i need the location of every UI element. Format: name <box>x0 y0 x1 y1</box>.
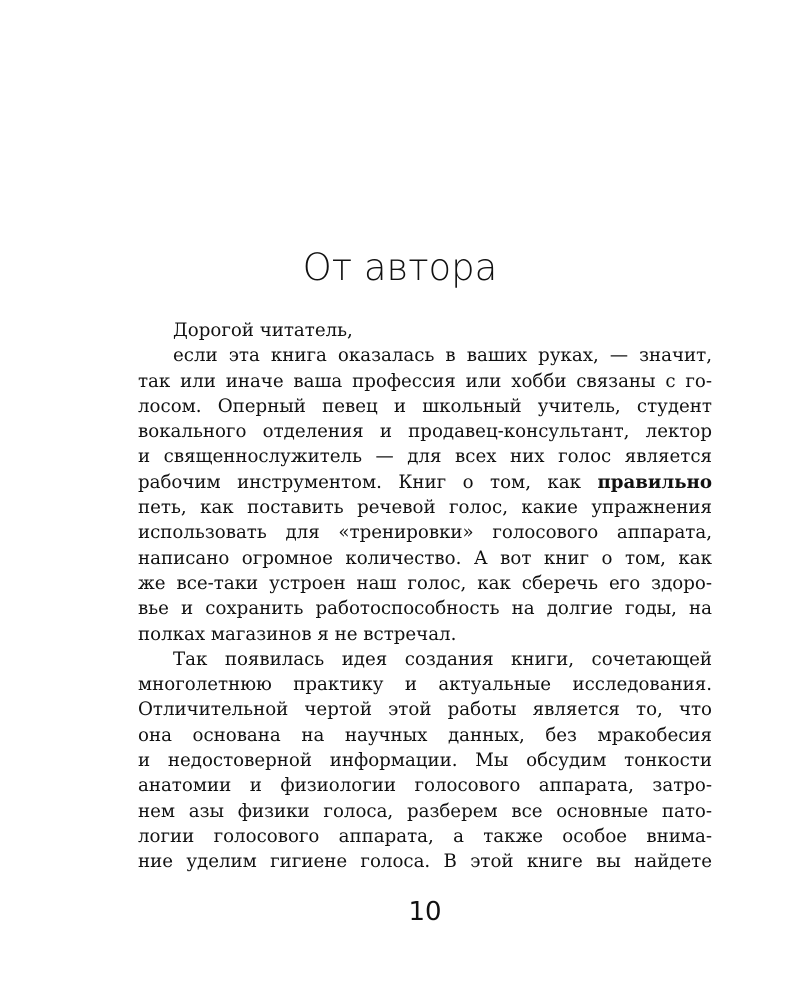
text-line: Отличительной чертой этой работы является то, что <box>138 699 712 721</box>
text-line: логии голосового аппарата, а также особое внима- <box>138 825 712 847</box>
page-number: 10 <box>408 897 442 927</box>
text-line: лосом. Оперный певец и школьный учитель, студент <box>138 395 712 417</box>
text-line: использовать для «тренировки» голосового аппарата, <box>138 522 712 544</box>
emphasized-word: правильно <box>597 471 712 493</box>
text-line: анатомии и физиологии голосового аппарата, затро- <box>138 775 712 797</box>
text-line: нем азы физики голоса, разберем все основные пато- <box>138 800 712 822</box>
chapter-title: От автора <box>302 246 498 289</box>
text-line: Дорогой читатель, <box>173 320 353 341</box>
text-line: и священнослужитель — для всех них голос является <box>138 446 712 468</box>
text-segment: рабочим инструментом. Книг о том, как <box>138 471 598 493</box>
text-line: ние уделим гигиене голоса. В этой книге вы найдете <box>138 851 712 873</box>
text-line: Так появилась идея создания книги, сочетающей <box>173 648 712 670</box>
text-line: полках магазинов я не встречал. <box>138 623 457 645</box>
body-text <box>138 318 712 875</box>
text-line: так или иначе ваша профессия или хобби связаны с го- <box>138 370 712 392</box>
text-line: если эта книга оказалась в ваших руках, — значит, <box>173 345 712 367</box>
text-line: написано огромное количество. А вот книг о том, как <box>138 547 712 569</box>
text-line: же все-таки устроен наш голос, как сберечь его здоро- <box>138 572 712 594</box>
text-line: и недостоверной информации. Мы обсудим тонкости <box>138 750 712 772</box>
text-line: вье и сохранить работоспособность на долгие годы, на <box>138 598 712 620</box>
text-line: петь, как поставить речевой голос, какие упражнения <box>138 497 712 519</box>
text-line <box>138 470 712 495</box>
text-line: она основана на научных данных, без мракобесия <box>138 724 712 746</box>
text-line: многолетнюю практику и актуальные исследования. <box>138 674 712 696</box>
text-line: вокального отделения и продавец-консультант, лектор <box>138 421 712 443</box>
